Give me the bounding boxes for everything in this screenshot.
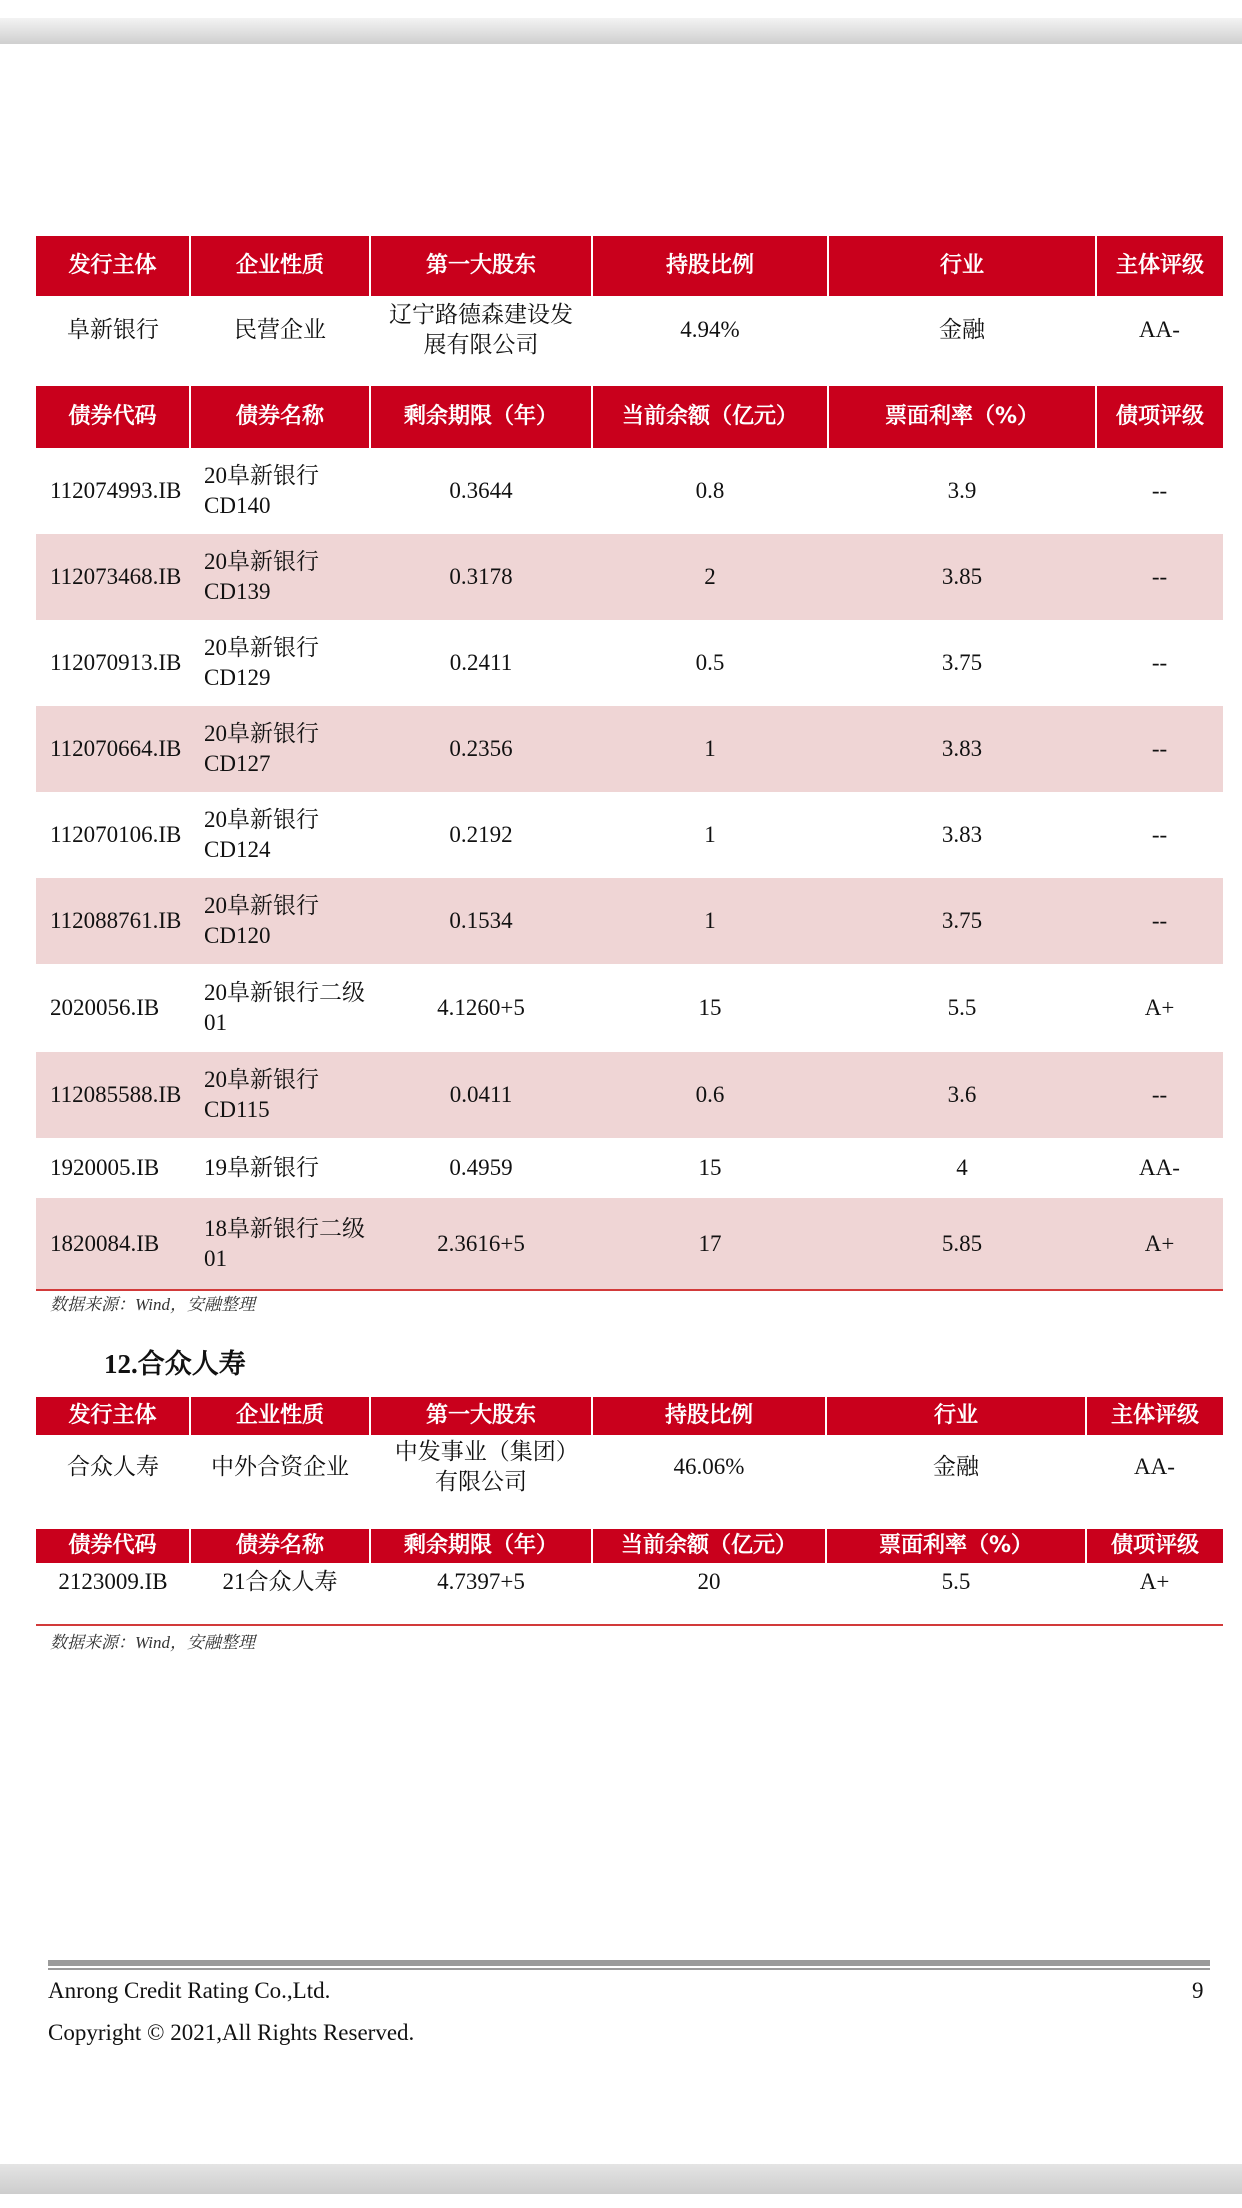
col-industry: 行业	[826, 1397, 1086, 1435]
cell-issuer: 合众人寿	[67, 1454, 159, 1479]
cell-balance: 17	[592, 1198, 828, 1290]
cell-remaining-term: 0.3644	[449, 478, 513, 503]
footer-copyright: Copyright © 2021,All Rights Reserved.	[48, 2020, 415, 2045]
col-issuer: 发行主体	[36, 1397, 190, 1435]
cell-coupon: 5.5	[947, 995, 977, 1020]
cell-bond-rating: --	[1096, 534, 1223, 620]
cell-bond-code: 2020056.IB	[50, 995, 160, 1020]
col-nature: 企业性质	[190, 1397, 370, 1435]
cell-bond-rating: --	[1096, 706, 1223, 792]
cell-share-ratio: 46.06%	[673, 1454, 745, 1479]
cell-coupon: 3.83	[941, 822, 983, 847]
cell-nature: 民营企业	[234, 317, 326, 342]
col-balance: 当前余额（亿元）	[592, 386, 828, 448]
issuer-table-fuxin	[36, 236, 1223, 364]
cell-bond-rating: --	[1151, 650, 1168, 675]
cell-balance: 0.5	[695, 650, 725, 675]
col-share-ratio: 持股比例	[592, 1397, 826, 1435]
cell-coupon: 3.85	[828, 534, 1096, 620]
cell-bond-rating: --	[1151, 822, 1168, 847]
col-shareholder: 第一大股东	[370, 1397, 592, 1435]
cell-bond-code: 112070664.IB	[36, 706, 190, 792]
col-remaining-term: 剩余期限（年）	[370, 1529, 592, 1563]
cell-remaining-term: 0.0411	[370, 1052, 592, 1138]
col-bond-code: 债券代码	[36, 1529, 190, 1563]
footer-divider	[48, 1968, 1210, 1970]
footer-divider	[48, 1960, 1210, 1966]
cell-bond-name: 20阜新银行二级01	[204, 980, 365, 1035]
cell-remaining-term: 4.1260+5	[437, 995, 525, 1020]
table-row	[36, 964, 1223, 1052]
page-number: 9	[1192, 1978, 1204, 2003]
footer-company: Anrong Credit Rating Co.,Ltd.	[48, 1978, 331, 2003]
cell-balance: 2	[592, 534, 828, 620]
cell-bond-rating: --	[1096, 1052, 1223, 1138]
cell-bond-rating: AA-	[1139, 1155, 1180, 1180]
cell-issuer: 阜新银行	[67, 317, 159, 342]
cell-coupon: 3.75	[941, 650, 983, 675]
cell-nature: 中外合资企业	[211, 1454, 349, 1479]
cell-remaining-term: 0.1534	[370, 878, 592, 964]
cell-bond-code: 112070913.IB	[50, 650, 182, 675]
viewer-top-bar	[0, 18, 1242, 44]
cell-coupon: 3.6	[828, 1052, 1096, 1138]
cell-bond-name: 20阜新银行CD129	[204, 635, 319, 690]
cell-coupon: 4	[956, 1155, 968, 1180]
cell-coupon: 5.85	[828, 1198, 1096, 1290]
cell-coupon: 3.75	[828, 878, 1096, 964]
cell-bond-name: 20阜新银行CD124	[204, 807, 319, 862]
cell-bond-name: 18阜新银行二级01	[190, 1198, 370, 1290]
cell-bond-code: 112073468.IB	[36, 534, 190, 620]
data-source-note: 数据来源：Wind，安融整理	[50, 1295, 255, 1314]
cell-remaining-term: 0.3178	[370, 534, 592, 620]
bond-table-fuxin	[36, 386, 1223, 1291]
cell-bond-rating: A+	[1144, 995, 1175, 1020]
issuer-table-hezhong	[36, 1397, 1223, 1499]
table-row	[36, 1563, 1223, 1625]
bond-table-hezhong	[36, 1529, 1223, 1626]
col-coupon: 票面利率（%）	[826, 1529, 1086, 1563]
cell-bond-code: 112074993.IB	[50, 478, 182, 503]
cell-industry: 金融	[933, 1454, 979, 1479]
cell-balance: 20	[592, 1563, 826, 1625]
cell-remaining-term: 0.2356	[370, 706, 592, 792]
col-bond-rating: 债项评级	[1086, 1529, 1223, 1563]
cell-bond-name: 20阜新银行CD127	[190, 706, 370, 792]
cell-bond-code: 112085588.IB	[36, 1052, 190, 1138]
cell-balance: 1	[592, 706, 828, 792]
col-issuer: 发行主体	[36, 236, 190, 296]
cell-issuer-rating: AA-	[1139, 317, 1180, 342]
cell-bond-code: 2123009.IB	[36, 1563, 190, 1625]
cell-balance: 0.8	[695, 478, 725, 503]
cell-bond-code: 1920005.IB	[50, 1155, 160, 1180]
cell-industry: 金融	[939, 317, 985, 342]
cell-bond-name: 20阜新银行CD115	[190, 1052, 370, 1138]
viewer-bottom-bar	[0, 2164, 1242, 2194]
section-title: 12.合众人寿	[104, 1349, 246, 1379]
cell-remaining-term: 0.4959	[449, 1155, 513, 1180]
cell-balance: 15	[698, 1155, 722, 1180]
cell-bond-rating: --	[1096, 878, 1223, 964]
col-bond-code: 债券代码	[36, 386, 190, 448]
cell-bond-code: 1820084.IB	[36, 1198, 190, 1290]
cell-bond-name: 19阜新银行	[204, 1155, 319, 1180]
col-balance: 当前余额（亿元）	[592, 1529, 826, 1563]
cell-issuer-rating: AA-	[1134, 1454, 1175, 1479]
table-row	[36, 706, 1223, 792]
data-source-note: 数据来源：Wind，安融整理	[50, 1633, 255, 1652]
cell-bond-rating: --	[1151, 478, 1168, 503]
col-industry: 行业	[828, 236, 1096, 296]
cell-bond-rating: A+	[1096, 1198, 1223, 1290]
col-bond-name: 债券名称	[190, 1529, 370, 1563]
cell-bond-name: 20阜新银行CD139	[190, 534, 370, 620]
col-shareholder: 第一大股东	[370, 236, 592, 296]
cell-balance: 15	[698, 995, 722, 1020]
cell-remaining-term: 0.2192	[449, 822, 513, 847]
cell-bond-rating: A+	[1086, 1563, 1223, 1625]
cell-bond-code: 112088761.IB	[36, 878, 190, 964]
cell-coupon: 5.5	[826, 1563, 1086, 1625]
cell-bond-name: 20阜新银行CD140	[204, 463, 319, 518]
col-coupon: 票面利率（%）	[828, 386, 1096, 448]
table-row	[36, 448, 1223, 534]
cell-remaining-term: 0.2411	[449, 650, 513, 675]
col-nature: 企业性质	[190, 236, 370, 296]
cell-coupon: 3.83	[828, 706, 1096, 792]
col-bond-name: 债券名称	[190, 386, 370, 448]
table-row	[36, 1198, 1223, 1290]
table-row	[36, 1138, 1223, 1198]
cell-balance: 1	[592, 878, 828, 964]
col-bond-rating: 债项评级	[1096, 386, 1223, 448]
cell-shareholder: 中发事业（集团）有限公司	[394, 1439, 568, 1494]
table-row	[36, 878, 1223, 964]
cell-balance: 1	[704, 822, 716, 847]
cell-bond-name: 21合众人寿	[190, 1563, 370, 1625]
col-issuer-rating: 主体评级	[1086, 1397, 1223, 1435]
cell-coupon: 3.9	[947, 478, 977, 503]
col-remaining-term: 剩余期限（年）	[370, 386, 592, 448]
cell-remaining-term: 4.7397+5	[370, 1563, 592, 1625]
cell-balance: 0.6	[592, 1052, 828, 1138]
col-share-ratio: 持股比例	[592, 236, 828, 296]
table-row	[36, 792, 1223, 878]
cell-share-ratio: 4.94%	[680, 317, 740, 342]
cell-shareholder: 辽宁路德森建设发展有限公司	[389, 302, 573, 357]
cell-bond-name: 20阜新银行CD120	[190, 878, 370, 964]
table-row	[36, 1052, 1223, 1138]
table-row	[36, 620, 1223, 706]
cell-remaining-term: 2.3616+5	[370, 1198, 592, 1290]
cell-bond-code: 112070106.IB	[50, 822, 182, 847]
table-row	[36, 534, 1223, 620]
col-issuer-rating: 主体评级	[1096, 236, 1223, 296]
